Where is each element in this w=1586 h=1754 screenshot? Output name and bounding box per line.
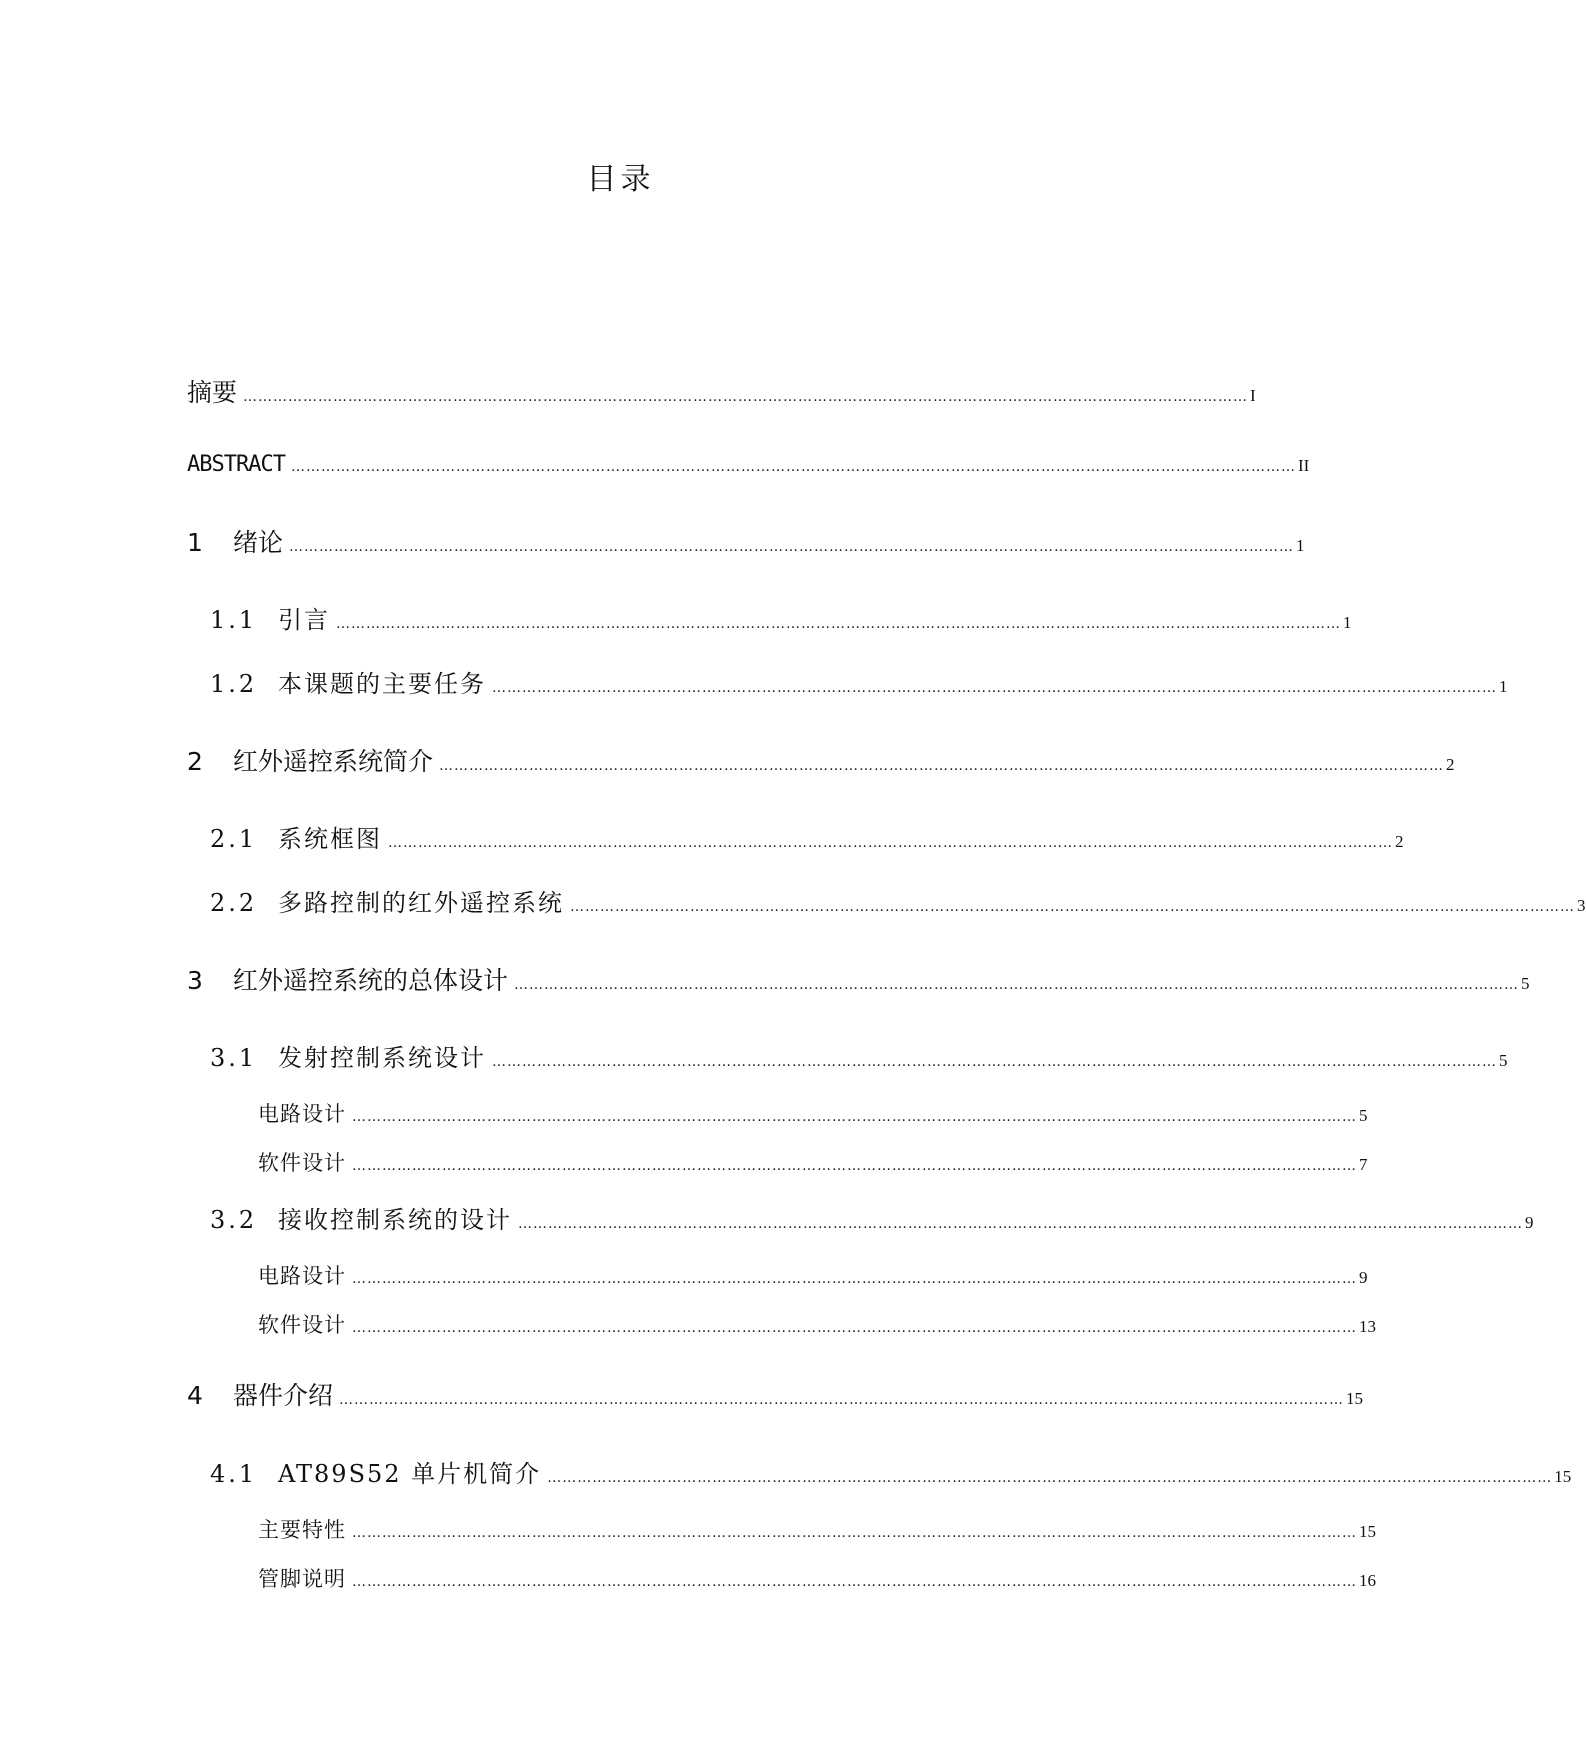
toc-entry-number: 2.2 [210, 889, 258, 917]
toc-leader-dots: ………………………………………………………………………………………………………………………………………………………………………………… [352, 1109, 1357, 1125]
toc-page-number: 5 [1521, 974, 1530, 993]
toc-leader-dots: ………………………………………………………………………………………………………………………………………………………………………………… [547, 1470, 1553, 1486]
toc-entry-label: 红外遥控系统简介 [233, 747, 434, 776]
toc-page-number: 9 [1525, 1213, 1534, 1232]
toc-leader-dots: ………………………………………………………………………………………………………………………………………………………………………………… [439, 758, 1445, 774]
toc-entry-subsection-software-design[interactable] [258, 1148, 1368, 1178]
toc-leader-dots: ………………………………………………………………………………………………………………………………………………………………………………… [352, 1525, 1357, 1541]
toc-entry-subsection-software-design[interactable] [258, 1310, 1376, 1340]
toc-page-number: 5 [1499, 1051, 1508, 1070]
toc-leader-dots: ………………………………………………………………………………………………………………………………………………………………………………… [514, 977, 1520, 993]
toc-entry-label: 电路设计 [258, 1264, 346, 1288]
toc-entry-number: 4 [187, 1381, 203, 1410]
toc-page-number: 1 [1343, 613, 1352, 632]
toc-entry-label: 发射控制系统设计 [278, 1044, 486, 1072]
toc-entry-label: 引言 [278, 606, 330, 634]
toc-page-number: 1 [1499, 677, 1508, 696]
toc-leader-dots: ………………………………………………………………………………………………………………………………………………………………………………… [570, 899, 1575, 915]
toc-entry-number: 1.1 [210, 606, 258, 634]
toc-entry-label: ABSTRACT [187, 452, 285, 477]
toc-leader-dots: ………………………………………………………………………………………………………………………………………………………………………………… [352, 1574, 1357, 1590]
toc-entry-number: 3.2 [210, 1206, 258, 1234]
toc-entry-subsection-circuit-design[interactable] [258, 1099, 1368, 1129]
toc-entry-chapter-1[interactable] [187, 525, 1305, 561]
page-title: 目录 [586, 162, 655, 197]
toc-entry-label: AT89S52 单片机简介 [278, 1460, 542, 1488]
toc-entry-number: 3 [187, 966, 203, 995]
toc-entry-section-3-2[interactable] [210, 1203, 1534, 1237]
toc-entry-subsection-circuit-design[interactable] [258, 1261, 1368, 1291]
toc-entry-subsection-pin-description[interactable] [258, 1564, 1376, 1594]
toc-entry-chapter-2[interactable] [187, 744, 1455, 780]
toc-page-number: 13 [1359, 1317, 1376, 1336]
toc-entry-chapter-4[interactable] [187, 1378, 1364, 1414]
toc-page-number: I [1250, 386, 1256, 405]
toc-leader-dots: ………………………………………………………………………………………………………………………………………………………………………………… [243, 389, 1249, 405]
toc-entry-section-1-1[interactable] [210, 603, 1352, 637]
toc-entry-label: 摘要 [187, 378, 238, 407]
toc-page-number: 7 [1359, 1155, 1368, 1174]
toc-leader-dots: ………………………………………………………………………………………………………………………………………………………………………………… [492, 1054, 1497, 1070]
toc-page-number: 5 [1359, 1106, 1368, 1125]
toc-entry-label: 软件设计 [258, 1151, 346, 1175]
toc-leader-dots: ………………………………………………………………………………………………………………………………………………………………………………… [289, 539, 1295, 555]
toc-page-number: 15 [1359, 1522, 1376, 1541]
toc-entry-label: 多路控制的红外遥控系统 [278, 889, 564, 917]
toc-entry-number: 2 [187, 747, 203, 776]
toc-entry-label: 接收控制系统的设计 [278, 1206, 512, 1234]
toc-leader-dots: ………………………………………………………………………………………………………………………………………………………………………………… [290, 459, 1296, 475]
toc-entry-label: 电路设计 [258, 1102, 346, 1126]
toc-page-number: 3 [1577, 896, 1586, 915]
toc-leader-dots: ………………………………………………………………………………………………………………………………………………………………………………… [339, 1392, 1345, 1408]
toc-entry-chapter-3[interactable] [187, 963, 1530, 999]
toc-entry-label: 本课题的主要任务 [278, 670, 486, 698]
toc-entry-section-1-2[interactable] [210, 667, 1508, 701]
toc-entry-abstract-en[interactable] [187, 447, 1310, 483]
toc-page-number: 15 [1554, 1467, 1572, 1486]
toc-entry-number: 1 [187, 528, 203, 557]
toc-entry-number: 1.2 [210, 670, 258, 698]
toc-page-number: II [1297, 456, 1310, 475]
toc-page-number: 15 [1346, 1389, 1364, 1408]
toc-entry-label: 器件介绍 [233, 1381, 334, 1410]
toc-entry-label: 绪论 [233, 528, 284, 557]
toc-leader-dots: ………………………………………………………………………………………………………………………………………………………………………………… [492, 680, 1497, 696]
toc-entry-subsection-main-features[interactable] [258, 1515, 1376, 1545]
toc-entry-section-4-1[interactable] [210, 1457, 1572, 1491]
toc-entry-label: 软件设计 [258, 1313, 346, 1337]
toc-leader-dots: ………………………………………………………………………………………………………………………………………………………………………………… [352, 1271, 1357, 1287]
toc-page-number: 1 [1296, 536, 1305, 555]
toc-leader-dots: ………………………………………………………………………………………………………………………………………………………………………………… [518, 1216, 1523, 1232]
toc-leader-dots: ………………………………………………………………………………………………………………………………………………………………………………… [336, 616, 1341, 632]
toc-entry-number: 3.1 [210, 1044, 258, 1072]
toc-entry-number: 4.1 [210, 1460, 258, 1488]
toc-entry-abstract-cn[interactable] [187, 375, 1256, 411]
toc-entry-section-3-1[interactable] [210, 1041, 1508, 1075]
toc-page-number: 2 [1395, 832, 1404, 851]
toc-entry-label: 系统框图 [278, 825, 382, 853]
toc-leader-dots: ………………………………………………………………………………………………………………………………………………………………………………… [388, 835, 1393, 851]
toc-page-number: 2 [1446, 755, 1455, 774]
toc-page-number: 9 [1359, 1268, 1368, 1287]
toc-entry-label: 管脚说明 [258, 1567, 346, 1591]
toc-entry-section-2-2[interactable] [210, 886, 1586, 920]
toc-entry-section-2-1[interactable] [210, 822, 1404, 856]
toc-entry-number: 2.1 [210, 825, 258, 853]
toc-page-number: 16 [1359, 1571, 1376, 1590]
toc-entry-label: 红外遥控系统的总体设计 [233, 966, 509, 995]
toc-entry-label: 主要特性 [258, 1518, 346, 1542]
toc-leader-dots: ………………………………………………………………………………………………………………………………………………………………………………… [352, 1158, 1357, 1174]
toc-leader-dots: ………………………………………………………………………………………………………………………………………………………………………………… [352, 1320, 1357, 1336]
